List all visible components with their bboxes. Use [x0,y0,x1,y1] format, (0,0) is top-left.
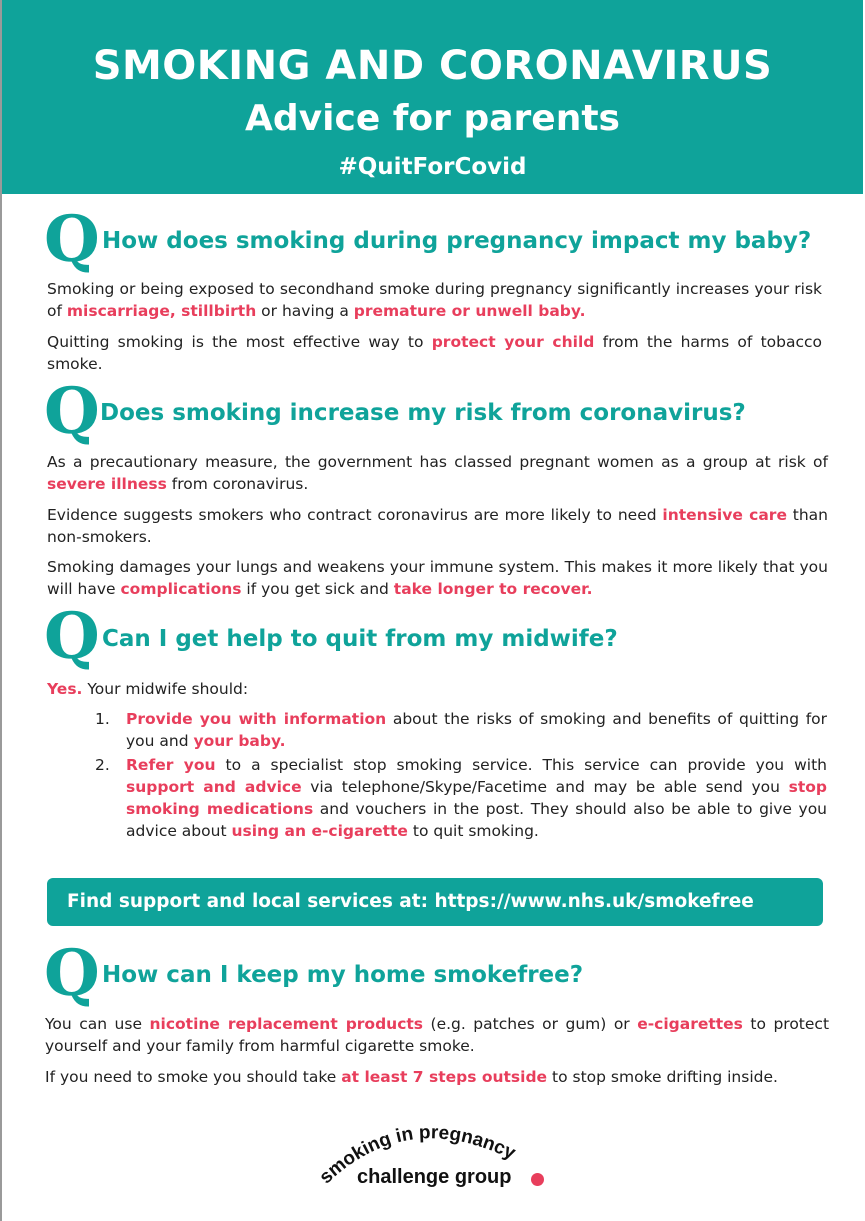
list-number: 1. [95,710,110,728]
answer-paragraph: You can use nicotine replacement products (e.g. patches or gum) or e-cigarettes to protect yourself and your family from harmful cigarette smoke. [45,1015,830,1055]
highlight-text: stop smoking medications [126,778,827,818]
q-icon: Q [44,936,100,1011]
highlight-text: Provide you with information [126,710,387,728]
answer-paragraph: Evidence suggests smokers who contract coronavirus are more likely to need intensive care than non-smokers. [47,506,828,546]
question-heading-2: Does smoking increase my risk from coronavirus? [100,400,746,426]
list-number: 2. [95,756,110,774]
midwife-list [95,708,827,844]
highlight-text: premature or unwell baby. [353,302,586,320]
page-subtitle: Advice for parents [245,98,620,139]
question-heading-1: How does smoking during pregnancy impact my baby? [102,228,812,254]
highlight-text: Yes. [47,680,83,698]
q-icon: Q [44,202,100,277]
logo-arc-text: smoking in pregnancy [315,1122,519,1189]
highlight-text: e-cigarettes [637,1015,743,1033]
highlight-text: take longer to recover. [393,580,593,598]
highlight-text: miscarriage, stillbirth [66,302,257,320]
highlight-text: severe illness [47,475,167,493]
hashtag: #QuitForCovid [338,154,527,180]
highlight-text: your baby. [193,732,286,750]
highlight-text: Refer you [126,756,216,774]
answer-paragraph: Smoking or being exposed to secondhand smoke during pregnancy significantly increases your risk of miscarriage, stillbirth or having a premature or unwell baby. [47,280,822,320]
highlight-text: at least 7 steps outside [341,1068,548,1086]
list-item: 2. Refer you to a specialist stop smoking service. This service can provide you with support and advice via telephone/Skype/Facetime and may be able send you stop smoking medications and vouchers in the post. They should also be able to give you advice about using an e-cigarette to quit smoking. [95,756,828,840]
q-icon: Q [44,374,100,449]
answer-paragraph: As a precautionary measure, the government has classed pregnant women as a group at risk of severe illness from coronavirus. [47,453,828,493]
answer-paragraph: Quitting smoking is the most effective way to protect your child from the harms of tobacco smoke. [47,333,822,373]
logo-text: challenge group [357,1166,512,1188]
answer-paragraph: Yes. Your midwife should: [47,680,249,698]
highlight-text: support and advice [126,778,302,796]
list-item: 1. Provide you with information about the risks of smoking and benefits of quitting for you and your baby. [95,710,828,750]
highlight-text: protect your child [431,333,595,351]
highlight-text: using an e-cigarette [231,822,408,840]
highlight-text: complications [120,580,242,598]
question-heading-3: Can I get help to quit from my midwife? [102,626,618,652]
highlight-text: nicotine replacement products [149,1015,424,1033]
logo-dot-icon [531,1173,544,1186]
page-title: SMOKING AND CORONAVIRUS [92,43,773,89]
question-heading-4: How can I keep my home smokefree? [102,962,584,988]
header-banner [2,0,863,194]
q-icon: Q [44,599,100,674]
highlight-text: intensive care [662,506,787,524]
support-banner: Find support and local services at: https://www.nhs.uk/smokefree [47,878,823,926]
answer-paragraph: Smoking damages your lungs and weakens your immune system. This makes it more likely that you will have complications if you get sick and take longer to recover. [47,558,828,598]
answer-paragraph: If you need to smoke you should take at least 7 steps outside to stop smoke drifting inside. [45,1068,778,1086]
